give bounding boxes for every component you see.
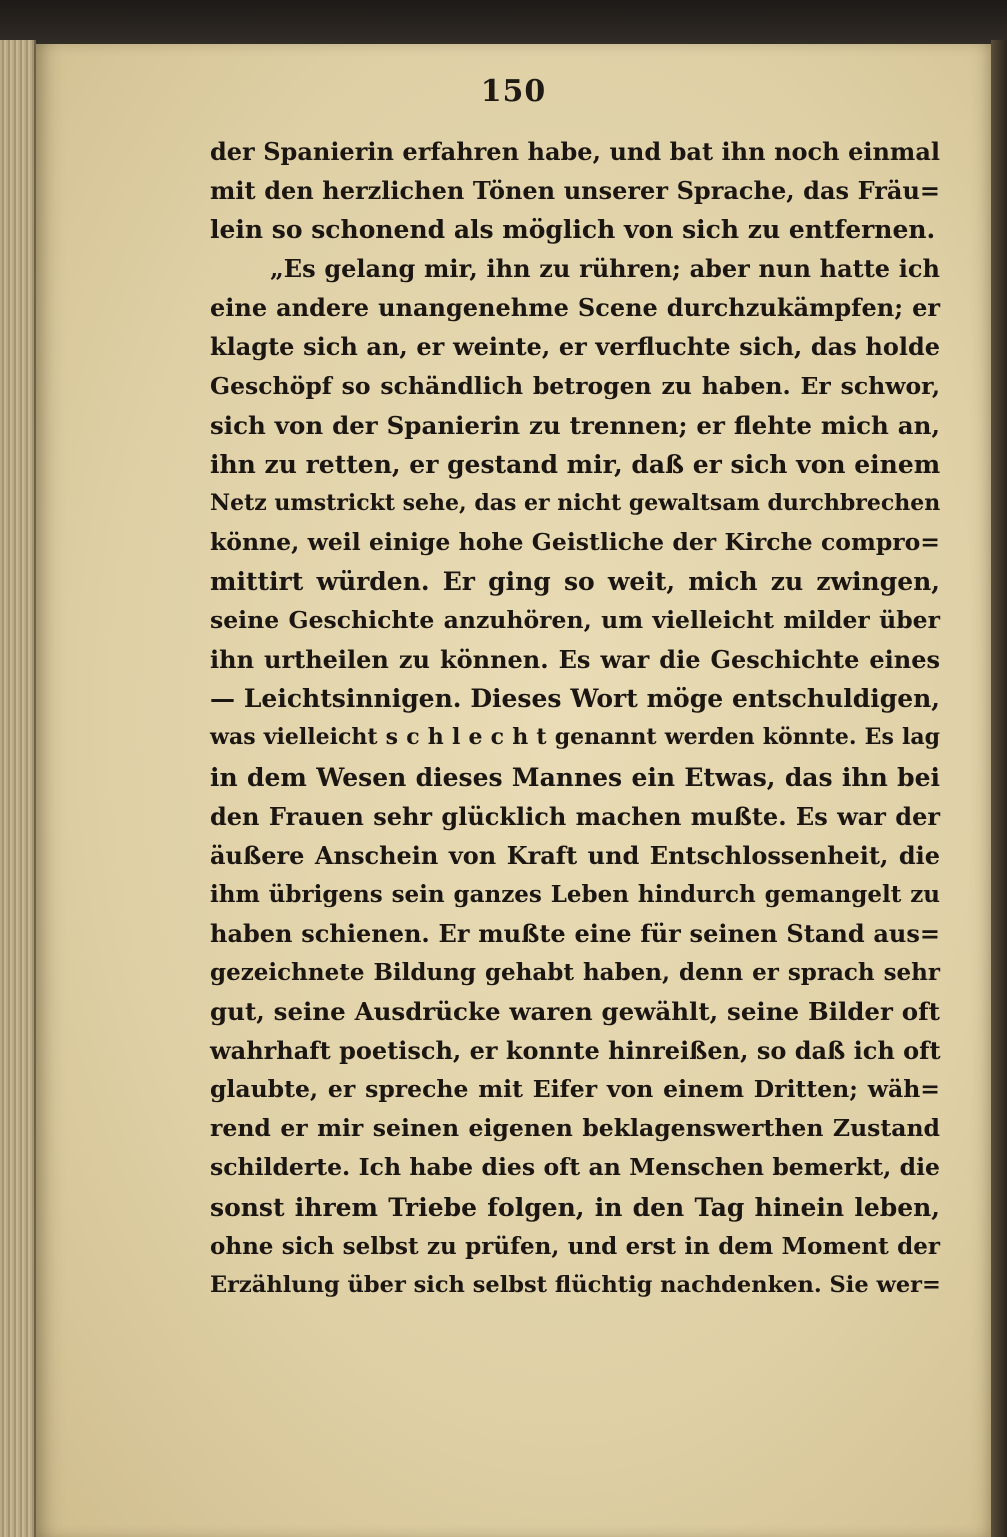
text-line: haben schienen. Er mußte eine für seinen Stand aus= <box>210 918 940 948</box>
text-line: seine Geschichte anzuhören, um vielleicht milder über <box>210 606 940 635</box>
text-line: — Leichtsinnigen. Dieses Wort möge entschuldigen, <box>210 684 940 714</box>
text-line: den Frauen sehr glücklich machen mußte. Es war der <box>210 801 940 831</box>
text-line: Netz umstrickt sehe, das er nicht gewaltsam durchbrechen <box>210 489 941 516</box>
text-line: lein so schonend als möglich von sich zu entfernen. <box>210 215 936 245</box>
text-line: der Spanierin erfahren habe, und bat ihn noch einmal <box>210 137 940 166</box>
text-line: mit den herzlichen Tönen unserer Sprache, das Fräu= <box>210 176 940 206</box>
text-line: äußere Anschein von Kraft und Entschlossenheit, die <box>210 840 940 870</box>
text-line: klagte sich an, er weinte, er verfluchte sich, das holde <box>210 332 940 362</box>
page-text-block <box>210 132 940 1305</box>
text-line: sich von der Spanierin zu trennen; er flehte mich an, <box>210 410 940 440</box>
book-page <box>36 44 991 1537</box>
book-right-edge <box>991 40 1007 1537</box>
text-line: Erzählung über sich selbst flüchtig nachdenken. Sie wer= <box>210 1271 941 1298</box>
text-line: könne, weil einige hohe Geistliche der Kirche compro= <box>210 527 940 556</box>
page-number: 150 <box>480 74 547 109</box>
text-line: „Es gelang mir, ihn zu rühren; aber nun hatte ich <box>270 254 940 284</box>
text-line: rend er mir seinen eigenen beklagenswerthen Zustand <box>210 1114 940 1143</box>
text-line: ihn urtheilen zu können. Es war die Geschichte eines <box>210 645 940 675</box>
text-line: schilderte. Ich habe dies oft an Menschen bemerkt, die <box>210 1153 940 1182</box>
book-page-edges <box>0 40 36 1537</box>
text-line: gut, seine Ausdrücke waren gewählt, seine Bilder oft <box>210 997 940 1027</box>
text-line: sonst ihrem Triebe folgen, in den Tag hinein leben, <box>210 1192 940 1222</box>
text-line: mittirt würden. Er ging so weit, mich zu zwingen, <box>210 567 940 597</box>
text-line: glaubte, er spreche mit Eifer von einem Dritten; wäh= <box>210 1075 940 1104</box>
text-line: ohne sich selbst zu prüfen, und erst in dem Moment der <box>210 1232 940 1260</box>
text-line: wahrhaft poetisch, er konnte hinreißen, so daß ich oft <box>210 1036 941 1066</box>
text-line: was vielleicht s c h l e c h t genannt werden könnte. Es lag <box>210 724 940 751</box>
text-line: gezeichnete Bildung gehabt haben, denn er sprach sehr <box>210 958 940 986</box>
text-line: ihn zu retten, er gestand mir, daß er sich von einem <box>210 449 941 479</box>
text-line: ihm übrigens sein ganzes Leben hindurch gemangelt zu <box>210 880 940 908</box>
text-line: in dem Wesen dieses Mannes ein Etwas, das ihn bei <box>210 762 940 792</box>
text-line: Geschöpf so schändlich betrogen zu haben. Er schwor, <box>210 371 940 400</box>
text-line: eine andere unangenehme Scene durchzukämpfen; er <box>210 293 940 323</box>
